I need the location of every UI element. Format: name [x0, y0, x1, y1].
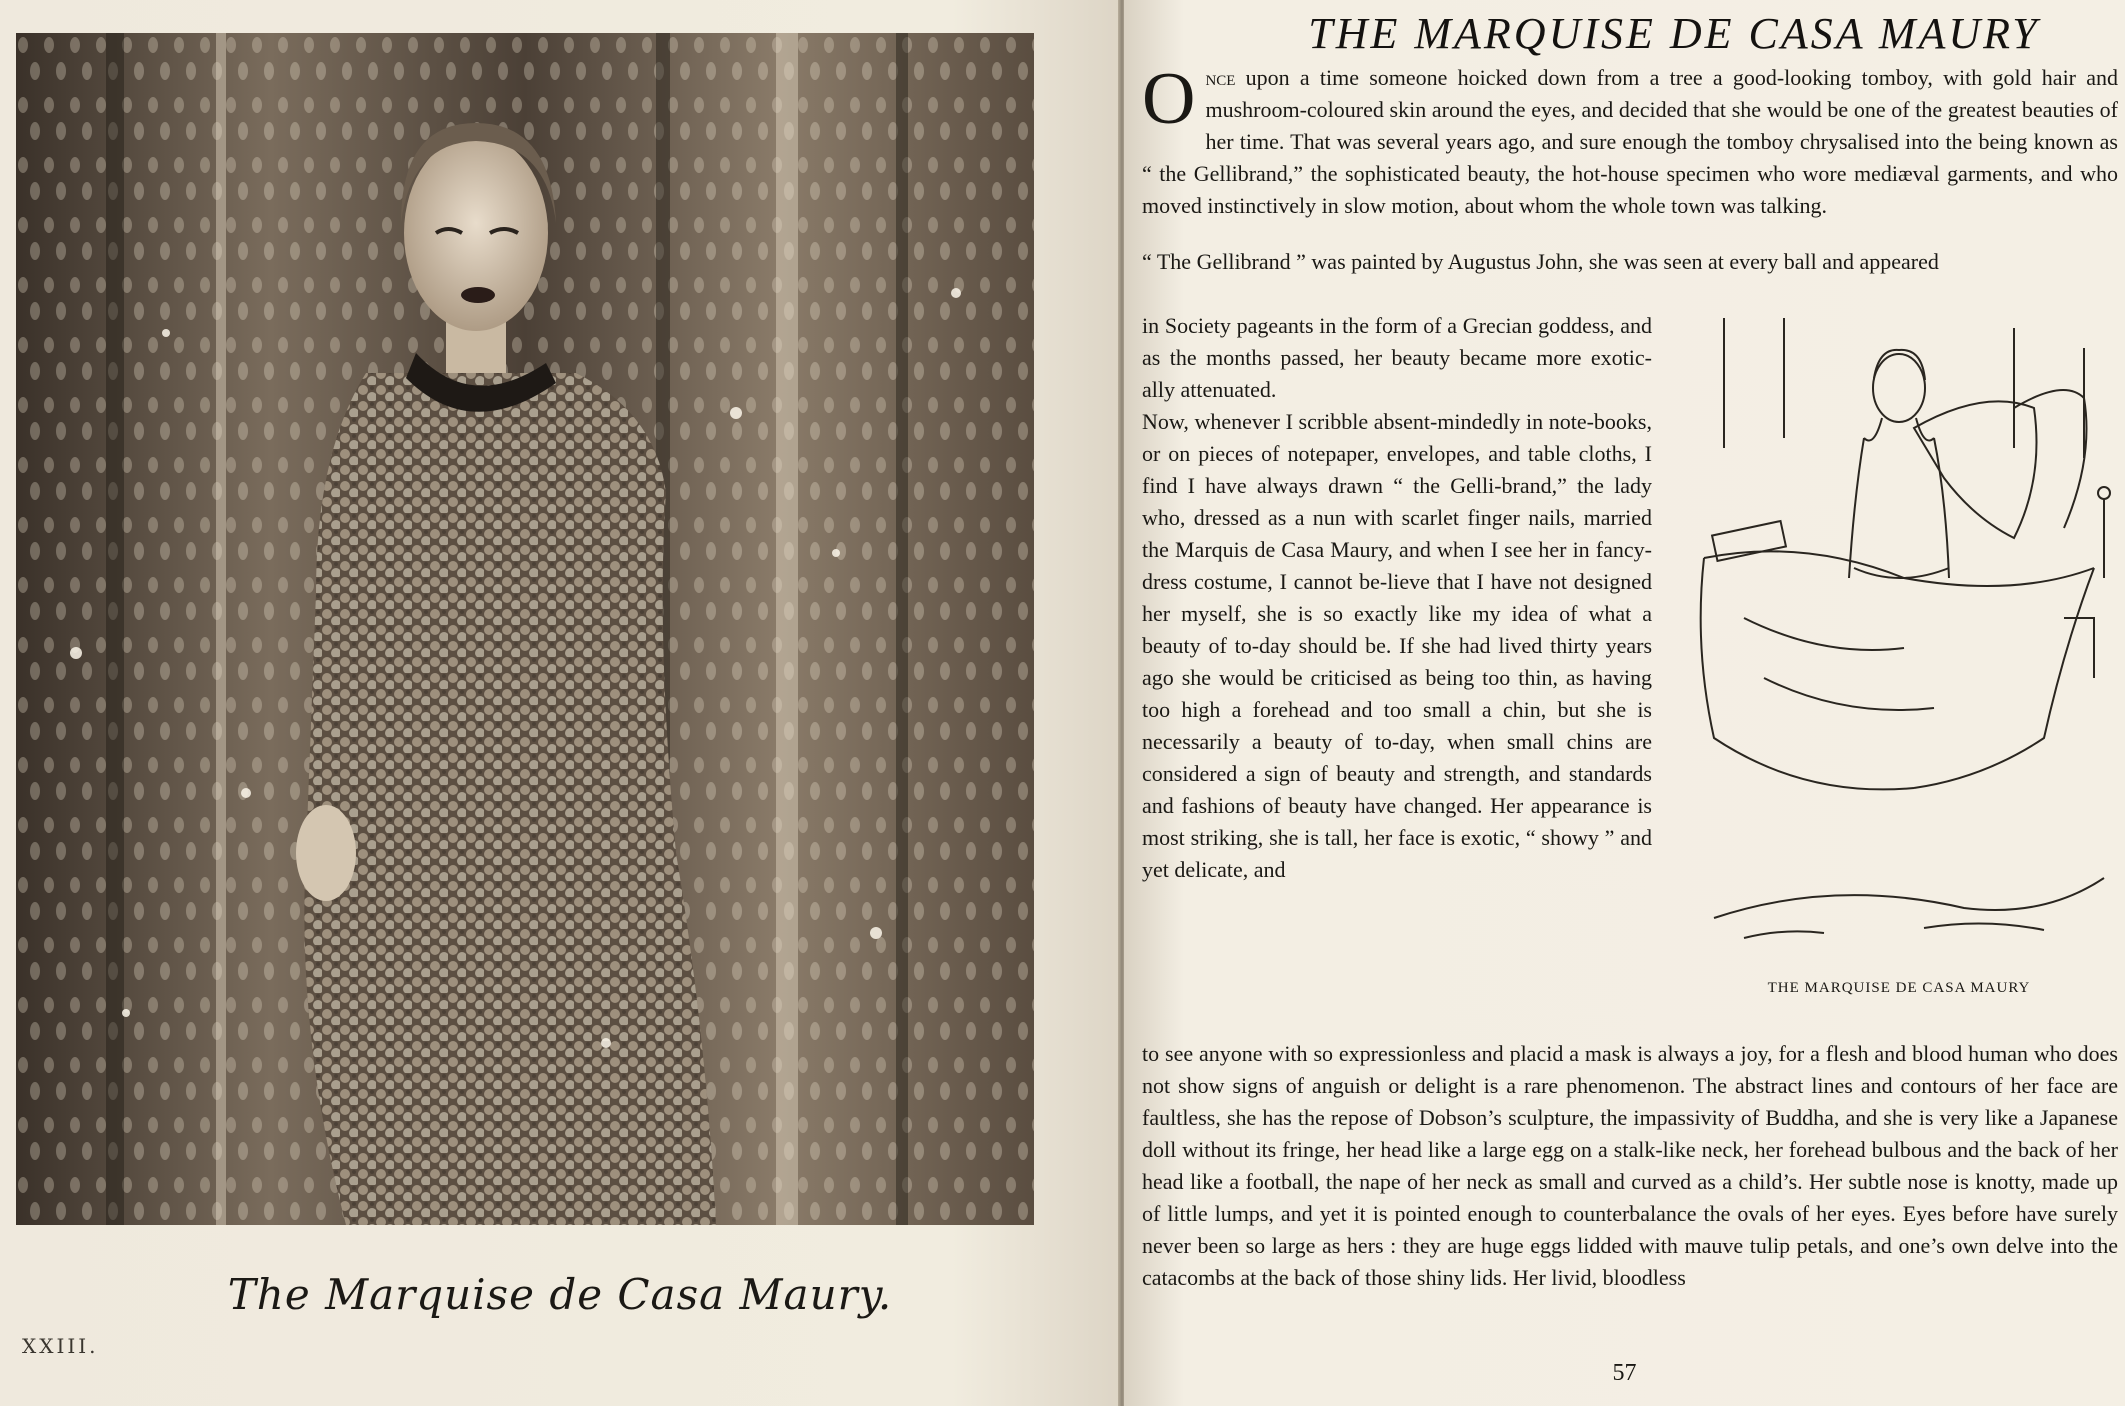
- paragraph-1-text: upon a time someone hoicked down from a tree a good-looking tomboy, with gold hair and mushroom-coloured skin around the eyes, and decided that she would be one of the greatest beauties of her time. That was several years ago, and sure enough the tomboy chrysalised into the being known as “ the Gellibrand,” the sophisticated beauty, the hot-house specimen who wore mediæval garments, and who moved instinctively in slow motion, about whom the whole town was talking.: [1142, 65, 2118, 218]
- drop-cap: O: [1142, 58, 1196, 140]
- article-title: THE MARQUISE DE CASA MAURY: [1308, 9, 2040, 58]
- right-page: [1124, 0, 2125, 1406]
- illustration-caption: THE MARQUISE DE CASA MAURY: [1767, 980, 2031, 996]
- paragraph-2: “ The Gellibrand ” was painted by Augustus John, she was seen at every ball and appeared: [1142, 249, 1939, 274]
- sketch-illustration: [1684, 318, 2114, 968]
- sequin-portrait-image: [16, 33, 1034, 1225]
- paragraph-4: Now, whenever I scribble absent-mindedly in note-books, or on pieces of notepaper, envelopes, and table cloths, I find I have always drawn “ the Gelli-brand,” the lady who, dressed as a nun with scarlet finger nails, married the Marquis de Casa Maury, and when I see her in fancy-dress costume, I cannot be-lieve that I have not designed her myself, she is so exactly like my idea of what a beauty of to-day should be. If she had lived thirty years ago she would be criticised as being too thin, as having too high a forehead and too small a chin, but she is necessarily a beauty of to-day, when small chins are considered a sign of beauty and strength, and standards and fashions of beauty have changed. Her appearance is most striking, she is tall, her face is exotic, “ showy ” and yet delicate, and: [1142, 409, 1652, 882]
- page-number: 57: [1612, 1360, 1637, 1386]
- paragraph-1-lead: nce: [1205, 65, 1236, 90]
- paragraph-5: to see anyone with so expressionless and placid a mask is always a joy, for a flesh and blood human who does not show signs of anguish or delight is a rare phenomenon. The abstract lines and contours of her face are faultless, she has the repose of Dobson’s sculpture, the impassivity of Buddha, and she is very like a Japanese doll without its fringe, her head like a large egg on a stalk-like neck, her forehead bulbous and the back of her head like a football, the nape of her neck as small and curved as a child’s. Her subtle nose is knotty, made up of little lumps, and yet it is pointed enough to counterbalance the ovals of her eyes. Eyes before have surely never been so large as hers : they are huge eggs lidded with mauve tulip petals, and one’s own delve into the catacombs at the back of those shiny lids. Her livid, bloodless: [1142, 1041, 2118, 1290]
- paragraph-3: in Society pageants in the form of a Grecian goddess, and as the months passed, her beauty became more exotic-ally attenuated.: [1142, 313, 1652, 402]
- portrait-photograph: [16, 33, 1034, 1225]
- paragraph-1: [1142, 58, 2118, 222]
- plate-number: XXIII.: [22, 1334, 99, 1358]
- plate-caption: The Marquise de Casa Maury.: [227, 1270, 893, 1319]
